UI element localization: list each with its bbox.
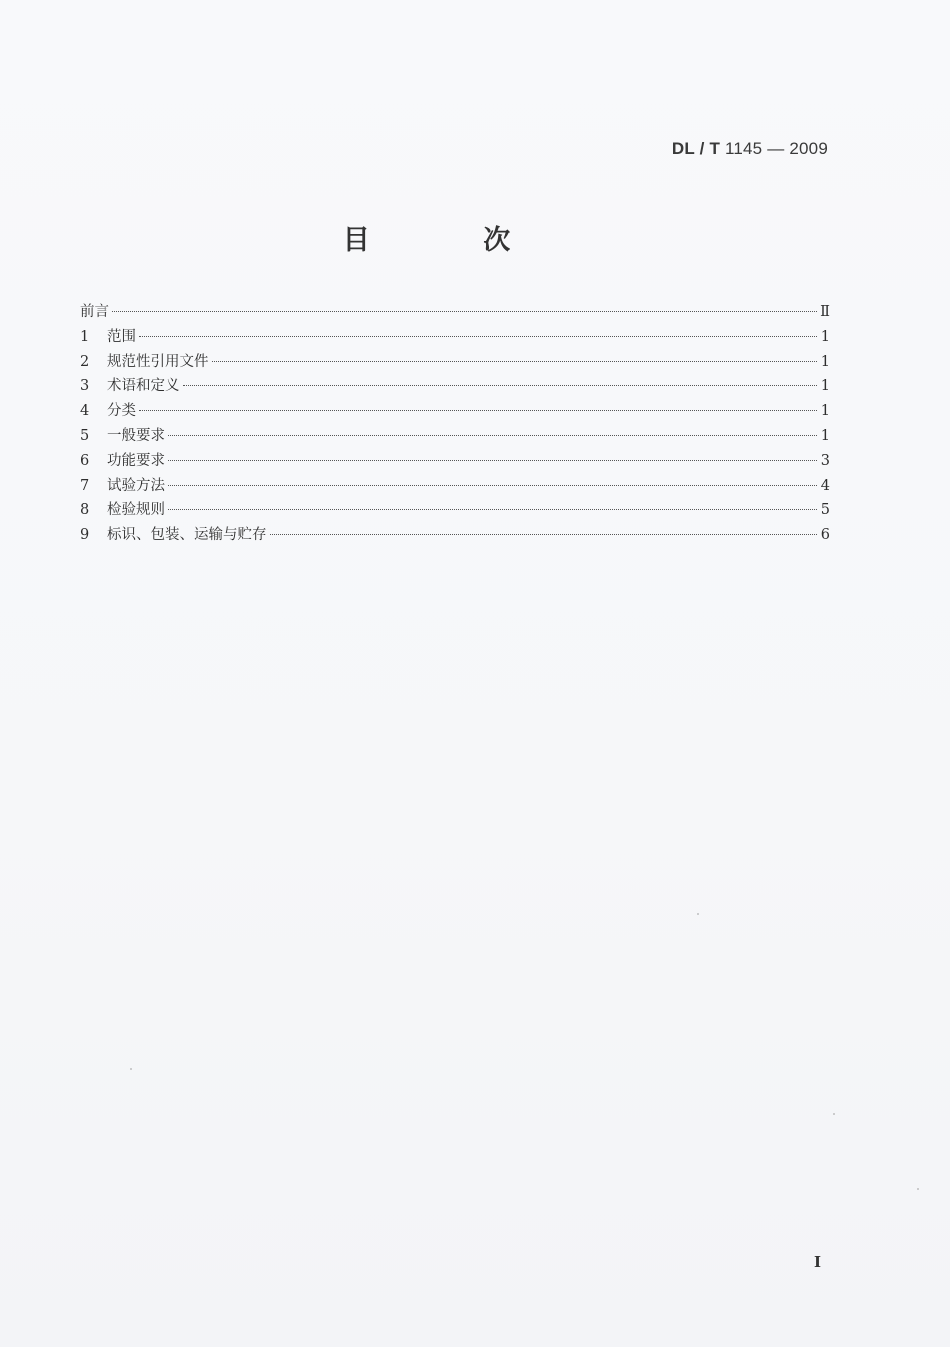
- toc-leader-dots: [168, 460, 817, 461]
- toc-entry-scope[interactable]: [80, 325, 830, 350]
- toc-leader-dots: [139, 336, 817, 337]
- toc-entry-number: 6: [80, 452, 90, 469]
- toc-entry-label: 规范性引用文件: [107, 353, 209, 370]
- scan-speck: [697, 913, 699, 915]
- toc-entry-number: 4: [80, 403, 90, 420]
- toc-entry-page: 1: [820, 328, 830, 345]
- toc-entry-label: 试验方法: [107, 477, 165, 494]
- toc-entry-functional-requirements[interactable]: [80, 449, 830, 474]
- toc-entry-number: 9: [80, 527, 90, 544]
- toc-entry-classification[interactable]: [80, 399, 830, 424]
- toc-entry-marking-packaging[interactable]: [80, 523, 830, 548]
- toc-entry-number: 7: [80, 477, 90, 494]
- page-number: I: [814, 1253, 822, 1271]
- toc-leader-dots: [112, 311, 817, 312]
- toc-entry-page: 3: [820, 452, 830, 469]
- toc-entry-number: 5: [80, 427, 90, 444]
- toc-entry-label: 检验规则: [107, 502, 165, 519]
- toc-entry-label: 功能要求: [107, 452, 165, 469]
- scan-speck: [917, 1188, 919, 1190]
- toc-entry-normative-references[interactable]: [80, 350, 830, 375]
- toc-entry-inspection-rules[interactable]: [80, 498, 830, 523]
- toc-leader-dots: [270, 534, 818, 535]
- toc-leader-dots: [168, 435, 817, 436]
- toc-leader-dots: [168, 509, 817, 510]
- toc-entry-page: 1: [820, 427, 830, 444]
- toc-leader-dots: [139, 410, 817, 411]
- toc-leader-dots: [168, 485, 817, 486]
- toc-entry-test-methods[interactable]: [80, 474, 830, 499]
- toc-entry-number: 3: [80, 378, 90, 395]
- standard-code: 1145 — 2009: [724, 139, 828, 158]
- toc-leader-dots: [212, 361, 818, 362]
- toc-entry-number: 1: [80, 328, 90, 345]
- table-of-contents: [80, 300, 830, 548]
- toc-entry-terms[interactable]: [80, 374, 830, 399]
- toc-entry-page: 5: [820, 502, 830, 519]
- toc-entry-page: 1: [820, 403, 830, 420]
- toc-entry-page: 1: [820, 353, 830, 370]
- toc-entry-label: 前言: [80, 304, 109, 320]
- toc-entry-preface[interactable]: [80, 300, 830, 325]
- toc-entry-label: 标识、包装、运输与贮存: [107, 527, 267, 544]
- toc-entry-label: 分类: [107, 403, 136, 420]
- toc-entry-page: 6: [820, 527, 830, 544]
- toc-entry-label: 术语和定义: [107, 378, 180, 395]
- scan-speck: [833, 1113, 835, 1115]
- toc-entry-page: 1: [820, 378, 830, 395]
- toc-title: 目 次: [342, 225, 563, 256]
- toc-entry-number: 2: [80, 353, 90, 370]
- toc-entry-general-requirements[interactable]: [80, 424, 830, 449]
- toc-entry-page: 4: [820, 477, 830, 494]
- toc-entry-page: Ⅱ: [820, 304, 830, 320]
- standard-prefix: DL / T: [671, 139, 721, 158]
- toc-leader-dots: [183, 385, 818, 386]
- standard-number: [672, 139, 828, 159]
- scan-speck: [130, 1068, 132, 1070]
- toc-entry-label: 一般要求: [107, 427, 165, 444]
- toc-entry-number: 8: [80, 502, 90, 519]
- toc-entry-label: 范围: [107, 328, 136, 345]
